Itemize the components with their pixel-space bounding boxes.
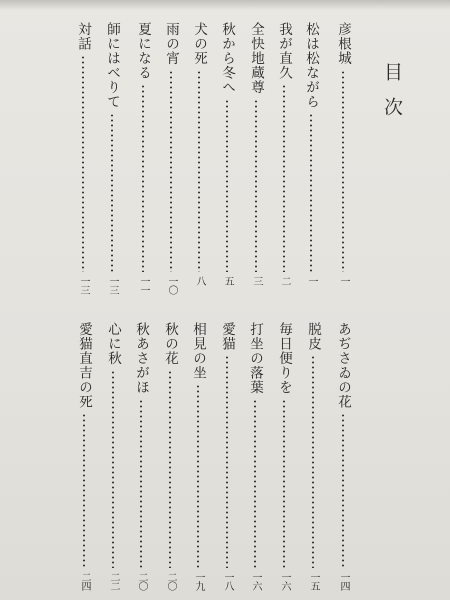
toc-entry-page: 一四 [338, 572, 349, 590]
toc-entry-page: 三 [251, 276, 262, 285]
toc-entry-title: 秋あさがほ [133, 322, 149, 395]
toc-entry-title: 松は松ながら [303, 22, 319, 109]
toc-entry-page: 一一 [138, 276, 149, 294]
leader-dots [254, 399, 256, 569]
toc-entry-title: 愛猫 [219, 322, 235, 351]
leader-dots [83, 413, 85, 568]
toc-entry-page: 一三 [78, 276, 89, 294]
toc-entry [133, 22, 153, 294]
toc-entry [131, 322, 151, 590]
toc-entry-page: 二〇 [165, 572, 176, 590]
leader-dots [140, 399, 142, 569]
toc-entry-page: 八 [194, 276, 205, 285]
leader-dots [255, 99, 257, 273]
toc-entry-title: 秋から冬へ [219, 22, 235, 95]
toc-entry-title: 夏になる [135, 22, 151, 80]
toc-entry [217, 22, 237, 290]
toc-entry [102, 22, 122, 294]
leader-dots [198, 70, 200, 273]
toc-entry [188, 322, 208, 590]
toc-entry-title: 秋の花 [162, 322, 178, 366]
toc-entry-title: 心に秋 [105, 322, 121, 366]
toc-entry [73, 22, 93, 294]
toc-entry [274, 322, 294, 590]
toc-entry [274, 22, 294, 290]
page-edge-shadow [0, 0, 450, 10]
toc-entry [217, 322, 237, 590]
toc-entry-page: 一九 [193, 572, 204, 590]
toc-entry [160, 322, 180, 590]
leader-dots [82, 55, 84, 272]
toc-entry-page: 一六 [279, 572, 290, 590]
toc-entry-title: 師にはべりて [104, 22, 120, 109]
toc-entry-title: 全快地蔵尊 [248, 22, 264, 95]
toc-entry-page: 一三 [107, 276, 118, 294]
leader-dots [226, 99, 228, 273]
leader-dots [342, 70, 344, 273]
toc-entry [303, 322, 323, 590]
toc-entry-page: 二 [279, 276, 290, 285]
toc-entry [74, 322, 94, 590]
leader-dots [142, 84, 144, 272]
toc-title: 目次 [381, 62, 403, 132]
toc-entry-title: 雨の宵 [163, 22, 179, 66]
toc-entry-title: 相見の坐 [190, 322, 206, 380]
leader-dots [283, 84, 285, 272]
toc-entry [246, 22, 266, 290]
toc-entry-title: 犬の死 [191, 22, 207, 66]
leader-dots [111, 113, 113, 272]
leader-dots [170, 70, 172, 273]
toc-entry-title: 打坐の落葉 [247, 322, 263, 395]
toc-entry [245, 322, 265, 590]
toc-entry [333, 322, 353, 590]
leader-dots [226, 355, 228, 568]
toc-entry-title: あぢさゐの花 [335, 322, 351, 409]
toc-entry [301, 22, 321, 290]
leader-dots [312, 355, 314, 568]
toc-entry-title: 脱皮 [305, 322, 321, 351]
toc-entry [161, 22, 181, 294]
toc-entry-page: 二二 [108, 572, 119, 590]
toc-entry [333, 22, 353, 290]
leader-dots [169, 370, 171, 569]
toc-entry-title: 毎日便りを [276, 322, 292, 395]
toc-entry-page: 一六 [250, 572, 261, 590]
toc-entry-page: 五 [222, 276, 233, 285]
toc-entry-page: 二〇 [136, 572, 147, 590]
toc-entry-title: 対話 [75, 22, 91, 51]
toc-entry-page: 二四 [79, 572, 90, 590]
toc-entry [189, 22, 209, 290]
leader-dots [112, 370, 114, 569]
leader-dots [310, 113, 312, 272]
toc-entry-page: 一〇 [166, 276, 177, 294]
leader-dots [197, 384, 199, 568]
toc-entry-title: 愛猫直吉の死 [76, 322, 92, 409]
leader-dots [283, 399, 285, 569]
toc-entry-page: 一八 [222, 572, 233, 590]
leader-dots [342, 413, 344, 568]
toc-entry-page: 一五 [308, 572, 319, 590]
toc-entry [103, 322, 123, 590]
toc-entry-page: 一 [338, 276, 349, 285]
toc-entry-title: 我が直久 [276, 22, 292, 80]
toc-entry-page: 一 [306, 276, 317, 285]
toc-entry-title: 彦根城 [335, 22, 351, 66]
